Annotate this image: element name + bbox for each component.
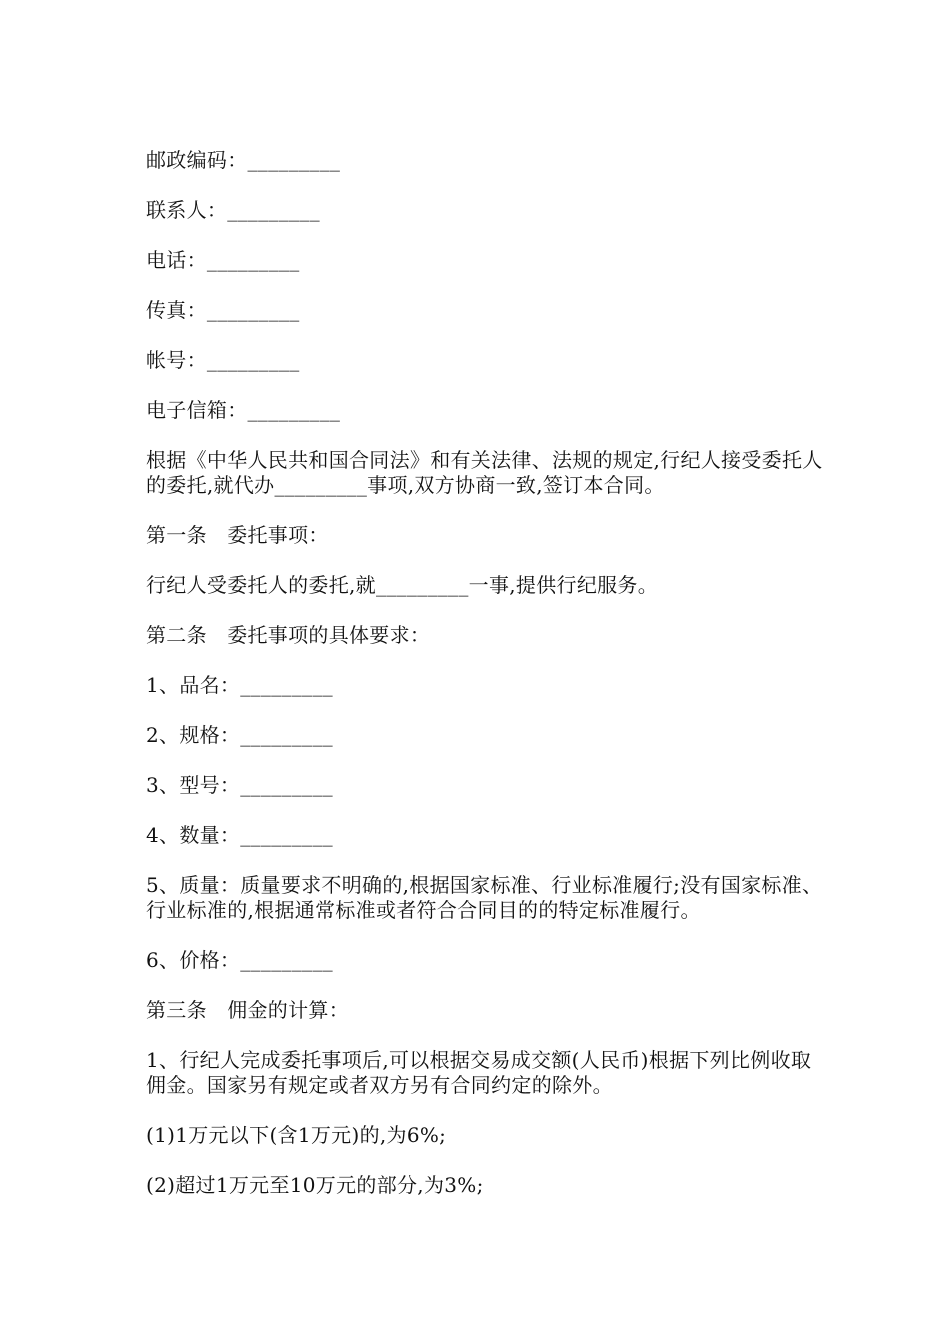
document-page — [146, 148, 826, 1223]
fax-line: 传真：_________ — [146, 298, 300, 322]
commission-paragraph: 1、行纪人完成委托事项后,可以根据交易成交额(人民币)根据下列比例收取佣金。国家另有规定或者双方另有合同约定的除外。 — [146, 1048, 812, 1097]
article-3-heading: 第三条 佣金的计算： — [146, 998, 349, 1022]
model-line: 3、型号：_________ — [146, 773, 333, 797]
postal-code-line: 邮政编码：_________ — [146, 148, 341, 172]
contact-person-line: 联系人：_________ — [146, 198, 320, 222]
article-2-heading: 第二条 委托事项的具体要求： — [146, 623, 431, 647]
commission-tier-2: (2)超过1万元至10万元的部分,为3%; — [146, 1173, 484, 1197]
article-1-heading: 第一条 委托事项： — [146, 523, 329, 547]
article-1-body: 行纪人受委托人的委托,就_________一事,提供行纪服务。 — [146, 573, 659, 597]
quality-paragraph: 5、质量：质量要求不明确的,根据国家标准、行业标准履行;没有国家标准、行业标准的,根据通常标准或者符合合同目的的特定标准履行。 — [146, 873, 823, 922]
price-line: 6、价格：_________ — [146, 948, 333, 972]
email-line: 电子信箱：_________ — [146, 398, 341, 422]
account-line: 帐号：_________ — [146, 348, 300, 372]
commission-tier-1: (1)1万元以下(含1万元)的,为6%; — [146, 1123, 447, 1147]
product-name-line: 1、品名：_________ — [146, 673, 333, 697]
preamble-paragraph: 根据《中华人民共和国合同法》和有关法律、法规的规定,行纪人接受委托人的委托,就代办_________事项,双方协商一致,签订本合同。 — [146, 448, 823, 497]
phone-line: 电话：_________ — [146, 248, 300, 272]
quantity-line: 4、数量：_________ — [146, 823, 333, 847]
specification-line: 2、规格：_________ — [146, 723, 333, 747]
